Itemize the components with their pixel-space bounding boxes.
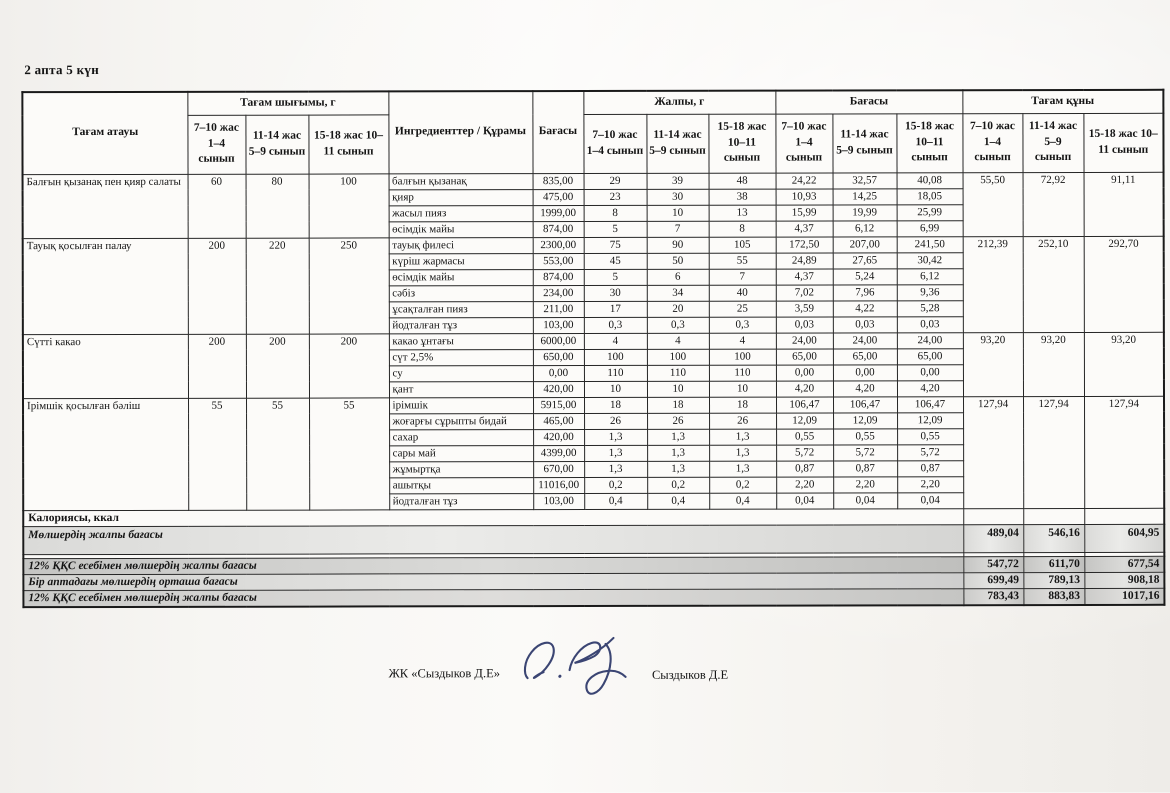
ingredient-total-cell: 1,3 (647, 445, 709, 461)
ingredient-total-cell: 50 (647, 253, 709, 269)
ingredient-total-cell: 23 (584, 189, 647, 205)
ingredient-row (23, 236, 1164, 254)
ingredient-price-cell: 670,00 (533, 461, 584, 477)
header-age-group: 11-14 жас 5–9 сынып (1022, 113, 1083, 172)
ingredient-sum-cell: 0,00 (776, 364, 833, 380)
header-age-group: 7–10 жас 1–4 сынып (583, 114, 646, 173)
ingredient-total-cell: 7 (709, 269, 776, 285)
ingredient-name-cell: сәбіз (389, 285, 533, 301)
signature (514, 626, 642, 709)
ingredient-name-cell: какао ұнтағы (389, 333, 533, 349)
dish-cost-cell: 292,70 (1084, 236, 1164, 332)
dish-output-cell: 55 (188, 398, 246, 510)
ingredient-total-cell: 1,3 (584, 461, 647, 477)
ingredient-total-cell: 48 (709, 173, 776, 189)
ingredient-total-cell: 1,3 (709, 429, 776, 445)
dish-output-cell: 220 (246, 238, 309, 334)
ingredient-total-cell: 0,4 (584, 493, 647, 509)
header-age-row (22, 113, 1163, 174)
header-age-group: 7–10 жас 1–4 сынып (187, 115, 245, 174)
header-price: Бағасы (532, 91, 583, 173)
dish-cost-cell: 252,10 (1023, 236, 1084, 332)
ingredient-total-cell: 1,3 (709, 461, 776, 477)
ingredient-sum-cell: 40,08 (897, 172, 963, 188)
ingredient-total-cell: 5 (584, 221, 647, 237)
menu-table-body (23, 172, 1165, 607)
ingredient-price-cell: 5915,00 (533, 397, 584, 413)
signature-ink (514, 626, 642, 704)
ingredient-total-cell: 20 (647, 301, 709, 317)
summary-value-cell: 489,04 (963, 524, 1023, 552)
header-age-group: 11-14 жас 5–9 сынып (646, 114, 708, 173)
ingredient-sum-cell: 241,50 (897, 236, 963, 252)
header-group-row (22, 90, 1163, 115)
ingredient-price-cell: 553,00 (533, 253, 584, 269)
ingredient-total-cell: 0,2 (584, 477, 647, 493)
ingredient-total-cell: 10 (584, 381, 647, 397)
ingredient-total-cell: 100 (647, 349, 709, 365)
ingredient-sum-cell: 0,03 (897, 316, 963, 332)
header-age-group: 15-18 жас 10–11 сынып (708, 114, 775, 173)
ingredient-sum-cell: 207,00 (833, 236, 897, 252)
ingredient-name-cell: жасыл пияз (389, 205, 533, 221)
ingredient-total-cell: 18 (647, 397, 709, 413)
ingredient-total-cell: 4 (584, 333, 647, 349)
ingredient-sum-cell: 12,09 (776, 412, 833, 428)
ingredient-sum-cell: 65,00 (897, 348, 963, 364)
ingredient-sum-cell: 12,09 (897, 412, 963, 428)
dish-output-cell: 200 (309, 333, 389, 397)
header-age-group: 7–10 жас 1–4 сынып (962, 113, 1022, 172)
ingredient-name-cell: сүт 2,5% (389, 349, 533, 365)
ingredient-sum-cell: 65,00 (833, 348, 897, 364)
ingredient-name-cell: су (389, 365, 533, 381)
header-age-group: 11-14 жас 5–9 сынып (832, 113, 896, 172)
ingredient-total-cell: 8 (584, 205, 647, 221)
ingredient-sum-cell: 65,00 (776, 348, 833, 364)
summary-label-cell: Калориясы, ккал (23, 508, 963, 526)
ingredient-total-cell: 4 (709, 333, 776, 349)
ingredient-sum-cell: 0,87 (776, 460, 833, 476)
ingredient-sum-cell: 12,09 (833, 412, 897, 428)
ingredient-sum-cell: 0,87 (833, 460, 897, 476)
summary-value-cell: 604,95 (1084, 524, 1164, 552)
ingredient-sum-cell: 4,20 (776, 380, 833, 396)
ingredient-total-cell: 1,3 (647, 461, 709, 477)
header-age-group: 7–10 жас 1–4 сынып (775, 113, 832, 172)
ingredient-sum-cell: 0,55 (776, 428, 833, 444)
ingredient-sum-cell: 2,20 (897, 476, 963, 492)
header-age-group: 15-18 жас 10–11 сынып (308, 114, 388, 173)
ingredient-sum-cell: 5,72 (833, 444, 897, 460)
summary-label-cell: 12% ҚҚС есебімен мөлшердің жалпы бағасы (23, 588, 963, 606)
ingredient-sum-cell: 2,20 (833, 476, 897, 492)
ingredient-sum-cell: 0,04 (776, 492, 833, 508)
dish-output-cell: 250 (309, 237, 389, 333)
ingredient-price-cell: 234,00 (533, 285, 584, 301)
ingredient-name-cell: йодталған тұз (389, 493, 533, 509)
ingredient-total-cell: 4 (647, 333, 709, 349)
dish-cost-cell: 93,20 (1023, 332, 1084, 396)
ingredient-total-cell: 1,3 (709, 445, 776, 461)
ingredient-total-cell: 18 (584, 397, 647, 413)
dish-cost-cell: 212,39 (963, 236, 1023, 332)
page-title: 2 апта 5 күн (24, 62, 100, 78)
header-age-group: 15-18 жас 10–11 сынып (1083, 113, 1163, 172)
ingredient-name-cell: сары май (389, 445, 533, 461)
ingredient-sum-cell: 0,00 (833, 364, 897, 380)
ingredient-total-cell: 105 (709, 237, 776, 253)
dish-output-cell: 55 (246, 398, 309, 510)
ingredient-total-cell: 1,3 (647, 429, 709, 445)
header-price-group: Бағасы (775, 90, 962, 113)
ingredient-name-cell: қант (389, 381, 533, 397)
ingredient-name-cell: жоғарғы сұрыпты бидай (389, 413, 533, 429)
ingredient-total-cell: 10 (709, 381, 776, 397)
dish-output-cell: 200 (188, 238, 246, 334)
ingredient-total-cell: 0,3 (647, 317, 709, 333)
ingredient-sum-cell: 6,12 (833, 220, 897, 236)
summary-value-cell (1023, 508, 1084, 524)
dish-output-cell: 200 (188, 334, 246, 398)
summary-value-cell: 547,72 (963, 556, 1023, 572)
ingredient-price-cell: 2300,00 (533, 237, 584, 253)
ingredient-total-cell: 100 (709, 349, 776, 365)
ingredient-sum-cell: 24,00 (897, 332, 963, 348)
ingredient-total-cell: 17 (584, 301, 647, 317)
ingredient-sum-cell: 15,99 (776, 204, 833, 220)
ingredient-sum-cell: 0,55 (833, 428, 897, 444)
ingredient-total-cell: 0,2 (647, 477, 709, 493)
ingredient-total-cell: 8 (709, 221, 776, 237)
menu-table (21, 89, 1165, 608)
ingredient-name-cell: күріш жармасы (389, 253, 533, 269)
dish-cost-cell: 72,92 (1023, 172, 1084, 236)
ingredient-total-cell: 0,3 (584, 317, 647, 333)
ingredient-total-cell: 0,4 (709, 493, 776, 509)
ingredient-total-cell: 55 (709, 253, 776, 269)
ingredient-total-cell: 0,4 (647, 493, 709, 509)
ingredient-total-cell: 0,2 (709, 477, 776, 493)
header-ingredients: Ингредиенттер / Құрамы (388, 91, 532, 173)
ingredient-price-cell: 420,00 (533, 381, 584, 397)
ingredient-price-cell: 0,00 (533, 365, 584, 381)
ingredient-total-cell: 5 (584, 269, 647, 285)
ingredient-sum-cell: 4,22 (833, 300, 897, 316)
summary-value-cell: 789,13 (1023, 572, 1084, 588)
summary-value-cell: 883,83 (1023, 588, 1084, 605)
ingredient-sum-cell: 5,24 (833, 268, 897, 284)
ingredient-name-cell: сахар (389, 429, 533, 445)
ingredient-sum-cell: 4,20 (833, 380, 897, 396)
ingredient-sum-cell: 9,36 (897, 284, 963, 300)
ingredient-sum-cell: 4,37 (776, 220, 833, 236)
ingredient-sum-cell: 6,12 (897, 268, 963, 284)
summary-value-cell (963, 508, 1023, 524)
dish-cost-cell: 55,50 (963, 172, 1023, 236)
ingredient-sum-cell: 106,47 (833, 396, 897, 412)
ingredient-total-cell: 29 (584, 173, 647, 189)
ingredient-sum-cell: 106,47 (897, 396, 963, 412)
ingredient-sum-cell: 4,37 (776, 268, 833, 284)
menu-table-head (22, 90, 1163, 174)
ingredient-row (23, 396, 1164, 414)
ingredient-total-cell: 10 (647, 381, 709, 397)
ingredient-total-cell: 26 (584, 413, 647, 429)
ingredient-price-cell: 11016,00 (533, 477, 584, 493)
header-age-group: 11-14 жас 5–9 сынып (245, 115, 308, 174)
ingredient-total-cell: 0,3 (709, 317, 776, 333)
ingredient-total-cell: 26 (709, 413, 776, 429)
ingredient-price-cell: 874,00 (533, 269, 584, 285)
ingredient-total-cell: 100 (584, 349, 647, 365)
ingredient-price-cell: 475,00 (533, 189, 584, 205)
ingredient-total-cell: 26 (647, 413, 709, 429)
summary-label-cell: 12% ҚҚС есебімен мөлшердің жалпы бағасы (23, 556, 963, 574)
summary-value-cell: 699,49 (963, 572, 1023, 588)
header-output-group: Тағам шығымы, г (187, 91, 388, 114)
ingredient-sum-cell: 27,65 (833, 252, 897, 268)
ingredient-total-cell: 25 (709, 301, 776, 317)
ingredient-sum-cell: 4,20 (897, 380, 963, 396)
ingredient-total-cell: 39 (647, 173, 709, 189)
ingredient-price-cell: 103,00 (533, 493, 584, 509)
ingredient-sum-cell: 24,22 (776, 172, 833, 188)
ingredient-total-cell: 110 (647, 365, 709, 381)
header-cost-group: Тағам құны (962, 90, 1163, 113)
summary-value-cell: 783,43 (963, 588, 1023, 605)
ingredient-price-cell: 6000,00 (533, 333, 584, 349)
ingredient-name-cell: қияр (389, 189, 533, 205)
ingredient-price-cell: 420,00 (533, 429, 584, 445)
ingredient-total-cell: 30 (647, 189, 709, 205)
ingredient-total-cell: 38 (709, 189, 776, 205)
dish-cost-cell: 127,94 (963, 396, 1023, 508)
ingredient-name-cell: йодталған тұз (389, 317, 533, 333)
ingredient-total-cell: 1,3 (584, 445, 647, 461)
ingredient-name-cell: балғын қызанақ (389, 173, 533, 189)
dish-output-cell: 60 (188, 174, 246, 238)
ingredient-sum-cell: 14,25 (833, 188, 897, 204)
ingredient-sum-cell: 7,96 (833, 284, 897, 300)
ingredient-name-cell: жұмыртқа (389, 461, 533, 477)
summary-value-cell: 611,70 (1023, 556, 1084, 572)
ingredient-row (23, 332, 1164, 350)
ingredient-name-cell: өсімдік майы (389, 269, 533, 285)
ingredient-sum-cell: 0,04 (897, 492, 963, 508)
ingredient-price-cell: 465,00 (533, 413, 584, 429)
ingredient-sum-cell: 7,02 (776, 284, 833, 300)
ingredient-sum-cell: 0,03 (776, 316, 833, 332)
dish-name-cell: Сүтті какао (23, 334, 188, 398)
ingredient-total-cell: 7 (647, 221, 709, 237)
ingredient-sum-cell: 5,72 (897, 444, 963, 460)
ingredient-sum-cell: 0,04 (833, 492, 897, 508)
ingredient-price-cell: 835,00 (533, 173, 584, 189)
dish-name-cell: Ірімшік қосылған бәліш (23, 398, 188, 510)
dish-output-cell: 55 (309, 397, 389, 509)
ingredient-sum-cell: 24,89 (776, 252, 833, 268)
dish-output-cell: 80 (246, 174, 309, 238)
ingredient-sum-cell: 24,00 (833, 332, 897, 348)
summary-label-cell: Бір аптадағы мөлшердің орташа бағасы (23, 572, 963, 590)
dish-cost-cell: 127,94 (1084, 396, 1164, 508)
ingredient-price-cell: 103,00 (533, 317, 584, 333)
ingredient-total-cell: 1,3 (584, 429, 647, 445)
ingredient-price-cell: 650,00 (533, 349, 584, 365)
ingredient-sum-cell: 32,57 (833, 172, 897, 188)
dish-cost-cell: 93,20 (1084, 332, 1164, 396)
ingredient-name-cell: ашытқы (389, 477, 533, 493)
ingredient-total-cell: 90 (647, 237, 709, 253)
ingredient-sum-cell: 106,47 (776, 396, 833, 412)
dish-cost-cell: 91,11 (1084, 172, 1164, 236)
ingredient-sum-cell: 0,00 (897, 364, 963, 380)
ingredient-total-cell: 18 (709, 397, 776, 413)
summary-value-cell: 546,16 (1023, 524, 1084, 552)
signer-name: Сыздыков Д.Е (651, 667, 729, 682)
summary-row (23, 588, 1164, 607)
dish-cost-cell: 127,94 (1023, 396, 1084, 508)
dish-cost-cell: 93,20 (963, 332, 1023, 396)
ingredient-total-cell: 10 (647, 205, 709, 221)
header-dish-name: Тағам атауы (22, 92, 187, 174)
ingredient-sum-cell: 18,05 (897, 188, 963, 204)
ingredient-name-cell: ұсақталған пияз (389, 301, 533, 317)
ingredient-price-cell: 1999,00 (533, 205, 584, 221)
ingredient-sum-cell: 25,99 (897, 204, 963, 220)
ingredient-total-cell: 30 (584, 285, 647, 301)
summary-value-cell: 677,54 (1084, 556, 1164, 572)
header-age-group: 15-18 жас 10–11 сынып (896, 113, 962, 172)
header-total-group: Жалпы, г (583, 91, 775, 114)
ingredient-sum-cell: 2,20 (776, 476, 833, 492)
ingredient-name-cell: ірімшік (389, 397, 533, 413)
summary-value-cell (1084, 508, 1164, 524)
ingredient-price-cell: 4399,00 (533, 445, 584, 461)
summary-value-cell: 1017,16 (1084, 588, 1164, 605)
summary-value-cell: 908,18 (1084, 572, 1164, 588)
ingredient-sum-cell: 19,99 (833, 204, 897, 220)
ingredient-name-cell: өсімдік майы (389, 221, 533, 237)
ingredient-price-cell: 874,00 (533, 221, 584, 237)
ingredient-total-cell: 110 (709, 365, 776, 381)
ingredient-total-cell: 34 (647, 285, 709, 301)
company-name: ЖК «Сыздыков Д.Е» (388, 666, 500, 681)
dish-output-cell: 100 (309, 173, 389, 237)
ingredient-price-cell: 211,00 (533, 301, 584, 317)
ingredient-sum-cell: 10,93 (776, 188, 833, 204)
summary-row (23, 524, 1164, 554)
ingredient-sum-cell: 0,55 (897, 428, 963, 444)
ingredient-total-cell: 75 (584, 237, 647, 253)
ingredient-name-cell: тауық филесі (389, 237, 533, 253)
dish-name-cell: Тауық қосылған палау (23, 238, 188, 334)
dish-name-cell: Балғын қызанақ пен қияр салаты (23, 174, 188, 238)
ingredient-row (23, 172, 1164, 190)
ingredient-total-cell: 13 (709, 205, 776, 221)
ingredient-total-cell: 40 (709, 285, 776, 301)
signature-block (388, 626, 728, 710)
ingredient-total-cell: 45 (584, 253, 647, 269)
ingredient-sum-cell: 5,72 (776, 444, 833, 460)
ingredient-sum-cell: 5,28 (897, 300, 963, 316)
ingredient-sum-cell: 0,87 (897, 460, 963, 476)
ingredient-sum-cell: 24,00 (776, 332, 833, 348)
summary-label-cell: Мөлшердің жалпы бағасы (23, 524, 963, 554)
ingredient-sum-cell: 3,59 (776, 300, 833, 316)
ingredient-total-cell: 6 (647, 269, 709, 285)
ingredient-sum-cell: 172,50 (776, 236, 833, 252)
dish-output-cell: 200 (246, 334, 309, 398)
ingredient-total-cell: 110 (584, 365, 647, 381)
ingredient-sum-cell: 0,03 (833, 316, 897, 332)
ingredient-sum-cell: 6,99 (897, 220, 963, 236)
ingredient-sum-cell: 30,42 (897, 252, 963, 268)
